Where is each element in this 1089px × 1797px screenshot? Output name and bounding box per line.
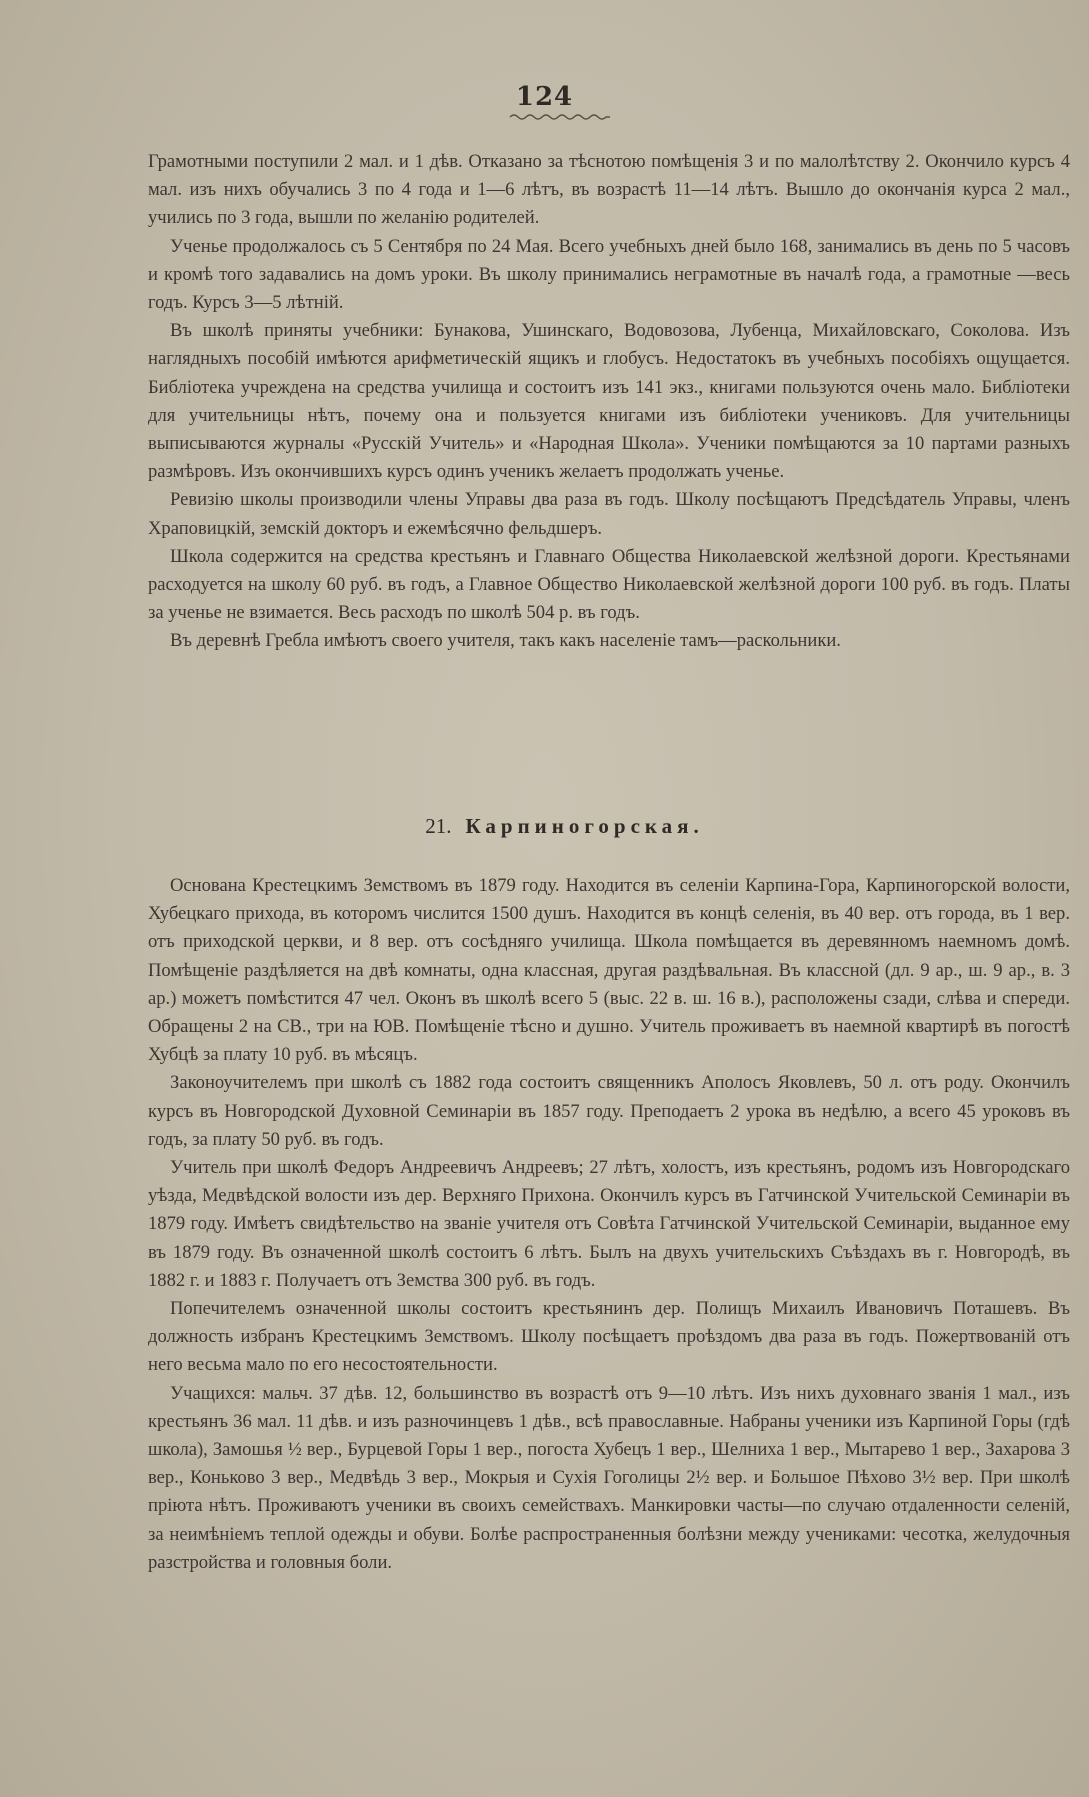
page-number-ornament [508, 113, 612, 121]
text-block-bottom [148, 872, 1070, 1577]
paragraph: Законоучителемъ при школѣ съ 1882 года состоитъ священникъ Аполосъ Яковлевъ, 50 л. отъ роду. Окончилъ курсъ въ Новгородской Духовной Семинаріи въ 1857 году. Преподаетъ 2 урока въ недѣлю, а всего 45 уроковъ въ годъ, за плату 50 руб. въ годъ. [148, 1072, 1070, 1150]
paragraph: Попечителемъ означенной школы состоитъ крестьянинъ дер. Полищъ Михаилъ Ивановичъ Поташевъ. Въ должность избранъ Крестецкимъ Земствомъ. Школу посѣщаетъ проѣздомъ два раза въ годъ. Пожертвованій отъ него весьма мало по его несостоятельности. [148, 1298, 1070, 1376]
paragraph: Ученье продолжалось съ 5 Сентября по 24 Мая. Всего учебныхъ дней было 168, занимались въ день по 5 часовъ и кромѣ того задавались на домъ уроки. Въ школу принимались неграмотные въ началѣ года, а грамотные —весь годъ. Курсъ 3—5 лѣтній. [148, 235, 1070, 314]
section-title: Карпиногорская. [465, 814, 704, 838]
section-number: 21. [425, 814, 452, 838]
paragraph: Въ деревнѣ Гребла имѣютъ своего учителя, такъ какъ населеніе тамъ—раскольники. [170, 630, 841, 652]
text-block-top [148, 148, 1070, 656]
paragraph: Ревизію школы производили члены Управы два раза въ годъ. Школу посѣщаютъ Предсѣдатель Управы, членъ Храповицкій, земскій докторъ и ежемѣсячно фельдшеръ. [148, 489, 1070, 539]
paragraph: Учащихся: мальч. 37 дѣв. 12, большинство въ возрастѣ отъ 9—10 лѣтъ. Изъ нихъ духовнаго званія 1 мал., изъ крестьянъ 36 мал. 11 дѣв. и изъ разночинцевъ 1 дѣв., всѣ православные. Набраны ученики изъ Карпиной Горы (гдѣ школа), Замошья ½ вер., Бурцевой Горы 1 вер., погоста Хубецъ 1 вер., Шелниха 1 вер., Мытарево 1 вер., Захарова 3 вер., Коньково 3 вер., Медвѣдь 3 вер., Мокрыя и Сухія Гоголицы 2½ вер. и Большое Пѣхово 3½ вер. При школѣ пріюта нѣтъ. Проживаютъ ученики въ своихъ семействахъ. Манкировки часты—по случаю отдаленности селеній, за неимѣніемъ теплой одежды и обуви. Болѣе распространенныя болѣзни между учениками: чесотка, желудочныя разстройства и головныя боли. [148, 1382, 1070, 1573]
paragraph: Грамотными поступили 2 мал. и 1 дѣв. Отказано за тѣснотою помѣщенія 3 и по малолѣтству 2. Окончило курсъ 4 мал. изъ нихъ обучались 3 по 4 года и 1—6 лѣтъ, въ возрастѣ 11—14 лѣтъ. Вышло до окончанія курса 2 мал., учились по 3 года, вышли по желанію родителей. [148, 151, 1070, 229]
paragraph: Основана Крестецкимъ Земствомъ въ 1879 году. Находится въ селеніи Карпина-Гора, Карпиногорской волости, Хубецкаго прихода, въ которомъ числится 1500 душъ. Находится въ концѣ селенія, въ 40 вер. отъ города, въ 1 вер. отъ приходской церкви, и 8 вер. отъ сосѣдняго училища. Школа помѣщается въ деревянномъ наемномъ домѣ. Помѣщеніе раздѣляется на двѣ комнаты, одна классная, другая раздѣвальная. Въ классной (дл. 9 ар., ш. 9 ар., в. 3 ар.) можетъ помѣстится 47 чел. Оконъ въ школѣ всего 5 (выс. 22 в. ш. 16 в.), расположены сзади, слѣва и спереди. Обращены 2 на СВ., три на ЮВ. Помѣщеніе тѣсно и душно. Учитель проживаетъ въ наемной квартирѣ въ погостѣ Хубцѣ за плату 10 руб. въ мѣсяцъ. [148, 875, 1070, 1066]
page-number: 124 [515, 82, 574, 112]
paragraph: Въ школѣ приняты учебники: Бунакова, Ушинскаго, Водовозова, Лубенца, Михайловскаго, Соколова. Изъ наглядныхъ пособій имѣются арифметическій ящикъ и глобусъ. Недостатокъ въ учебныхъ пособіяхъ ощущается. Библіотека учреждена на средства училища и состоитъ изъ 141 экз., книгами пользуются очень мало. Библіотеки для учительницы нѣтъ, почему она и пользуется книгами изъ библіотеки учениковъ. Для учительницы выписываются журналы «Русскій Учитель» и «Народная Школа». Ученики помѣщаются за 10 партами разныхъ размѣровъ. Изъ окончившихъ курсъ одинъ ученикъ желаетъ продолжать ученье. [148, 320, 1070, 483]
paragraph: Школа содержится на средства крестьянъ и Главнаго Общества Николаевской желѣзной дороги. Крестьянами расходуется на школу 60 руб. въ годъ, а Главное Общество Николаевской желѣзной дороги 100 руб. въ годъ. Платы за ученье не взимается. Весь расходъ по школѣ 504 р. въ годъ. [148, 545, 1070, 624]
paragraph: Учитель при школѣ Федоръ Андреевичъ Андреевъ; 27 лѣтъ, холостъ, изъ крестьянъ, родомъ изъ Новгородскаго уѣзда, Медвѣдской волости изъ дер. Верхняго Прихона. Окончилъ курсъ въ Гатчинской Учительской Семинаріи въ 1879 году. Имѣетъ свидѣтельство на званіе учителя отъ Совѣта Гатчинской Учительской Семинаріи, выданное ему въ 1879 году. Въ означенной школѣ состоитъ 6 лѣтъ. Былъ на двухъ учительскихъ Съѣздахъ въ г. Новгородѣ, въ 1882 г. и 1883 г. Получаетъ отъ Земства 300 руб. въ годъ. [148, 1157, 1070, 1291]
section-heading [0, 814, 1089, 839]
